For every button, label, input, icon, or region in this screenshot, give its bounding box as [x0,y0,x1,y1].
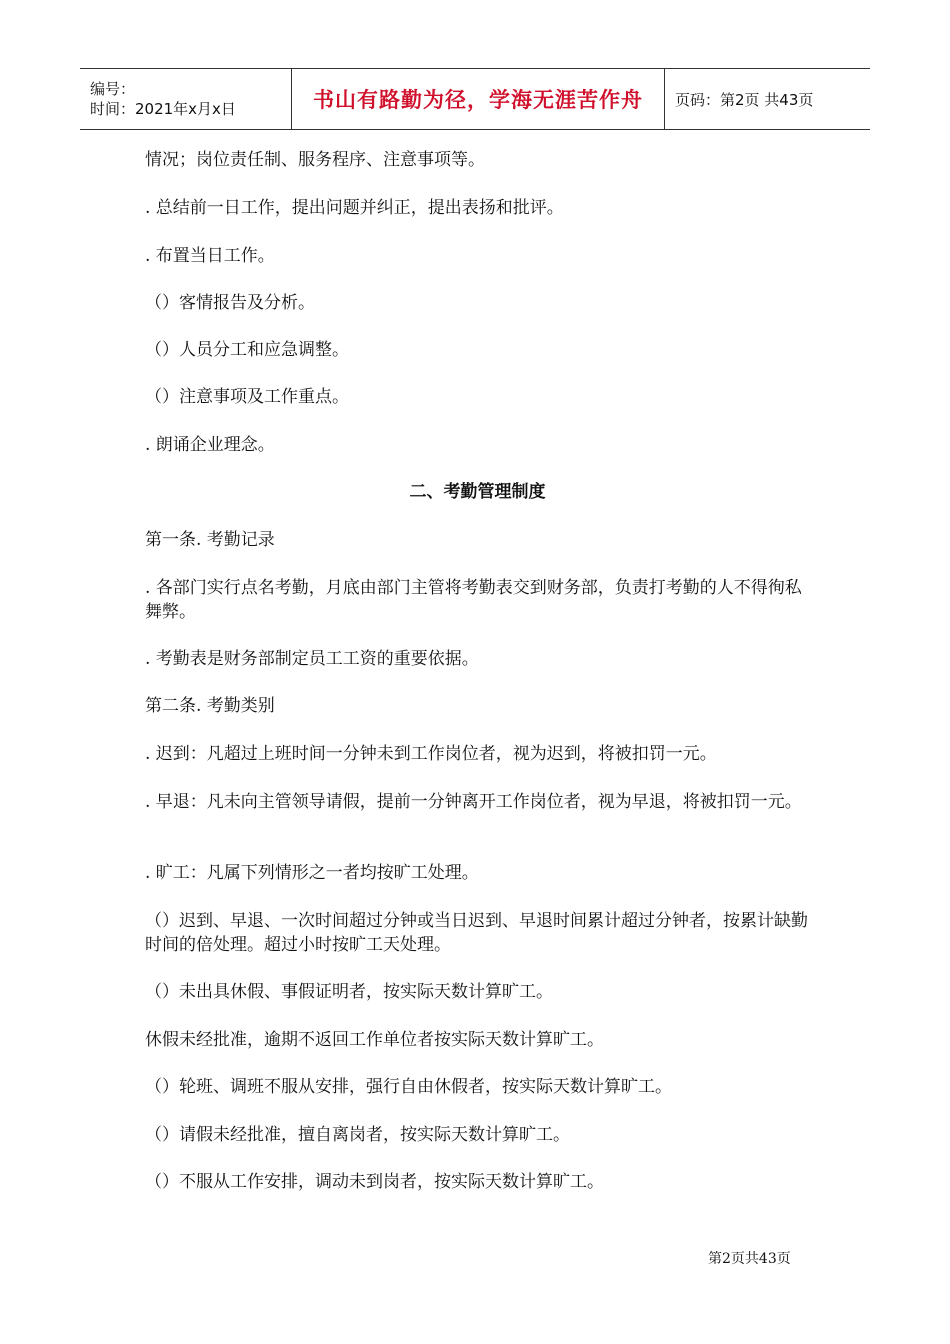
paragraph: （）人员分工和应急调整。 [145,340,349,360]
page-header [80,68,870,130]
date-label: 时间：2021年x月x日 [90,100,236,118]
paragraph: . 总结前一日工作，提出问题并纠正，提出表扬和批评。 [145,198,564,218]
paragraph: . 早退：凡未向主管领导请假，提前一分钟离开工作岗位者，视为早退，将被扣罚一元。 [145,792,802,812]
paragraph: . 考勤表是财务部制定员工工资的重要依据。 [145,649,479,669]
paragraph: （）未出具休假、事假证明者，按实际天数计算旷工。 [145,982,553,1002]
header-page-label: 页码：第2页 共43页 [675,90,814,109]
paragraph: （）注意事项及工作重点。 [145,387,349,407]
header-motto: 书山有路勤为径，学海无涯苦作舟 [292,69,665,129]
paragraph: . 朗诵企业理念。 [145,435,275,455]
article-title: 第二条. 考勤类别 [145,696,275,716]
paragraph: 休假未经批准，逾期不返回工作单位者按实际天数计算旷工。 [145,1030,604,1050]
paragraph: （）客情报告及分析。 [145,293,315,313]
paragraph: . 各部门实行点名考勤，月底由部门主管将考勤表交到财务部，负责打考勤的人不得徇私舞弊。 [145,578,802,622]
article-title: 第一条. 考勤记录 [145,530,275,550]
paragraph: . 布置当日工作。 [145,246,275,266]
section-heading: 二、考勤管理制度 [409,482,546,502]
header-meta [80,69,292,129]
paragraph: （）轮班、调班不服从安排，强行自由休假者，按实际天数计算旷工。 [145,1077,672,1097]
page-footer: 第2页共43页 [708,1251,791,1267]
paragraph: （）请假未经批准，擅自离岗者，按实际天数计算旷工。 [145,1125,570,1145]
paragraph: （）不服从工作安排，调动未到岗者，按实际天数计算旷工。 [145,1172,604,1192]
paragraph: . 迟到：凡超过上班时间一分钟未到工作岗位者，视为迟到，将被扣罚一元。 [145,744,717,764]
paragraph: . 旷工：凡属下列情形之一者均按旷工处理。 [145,863,479,883]
number-label: 编号： [90,80,136,98]
paragraph: （）迟到、早退、一次时间超过分钟或当日迟到、早退时间累计超过分钟者，按累计缺勤时间的倍处理。超过小时按旷工天处理。 [145,911,808,955]
paragraph: 情况；岗位责任制、服务程序、注意事项等。 [145,150,485,170]
